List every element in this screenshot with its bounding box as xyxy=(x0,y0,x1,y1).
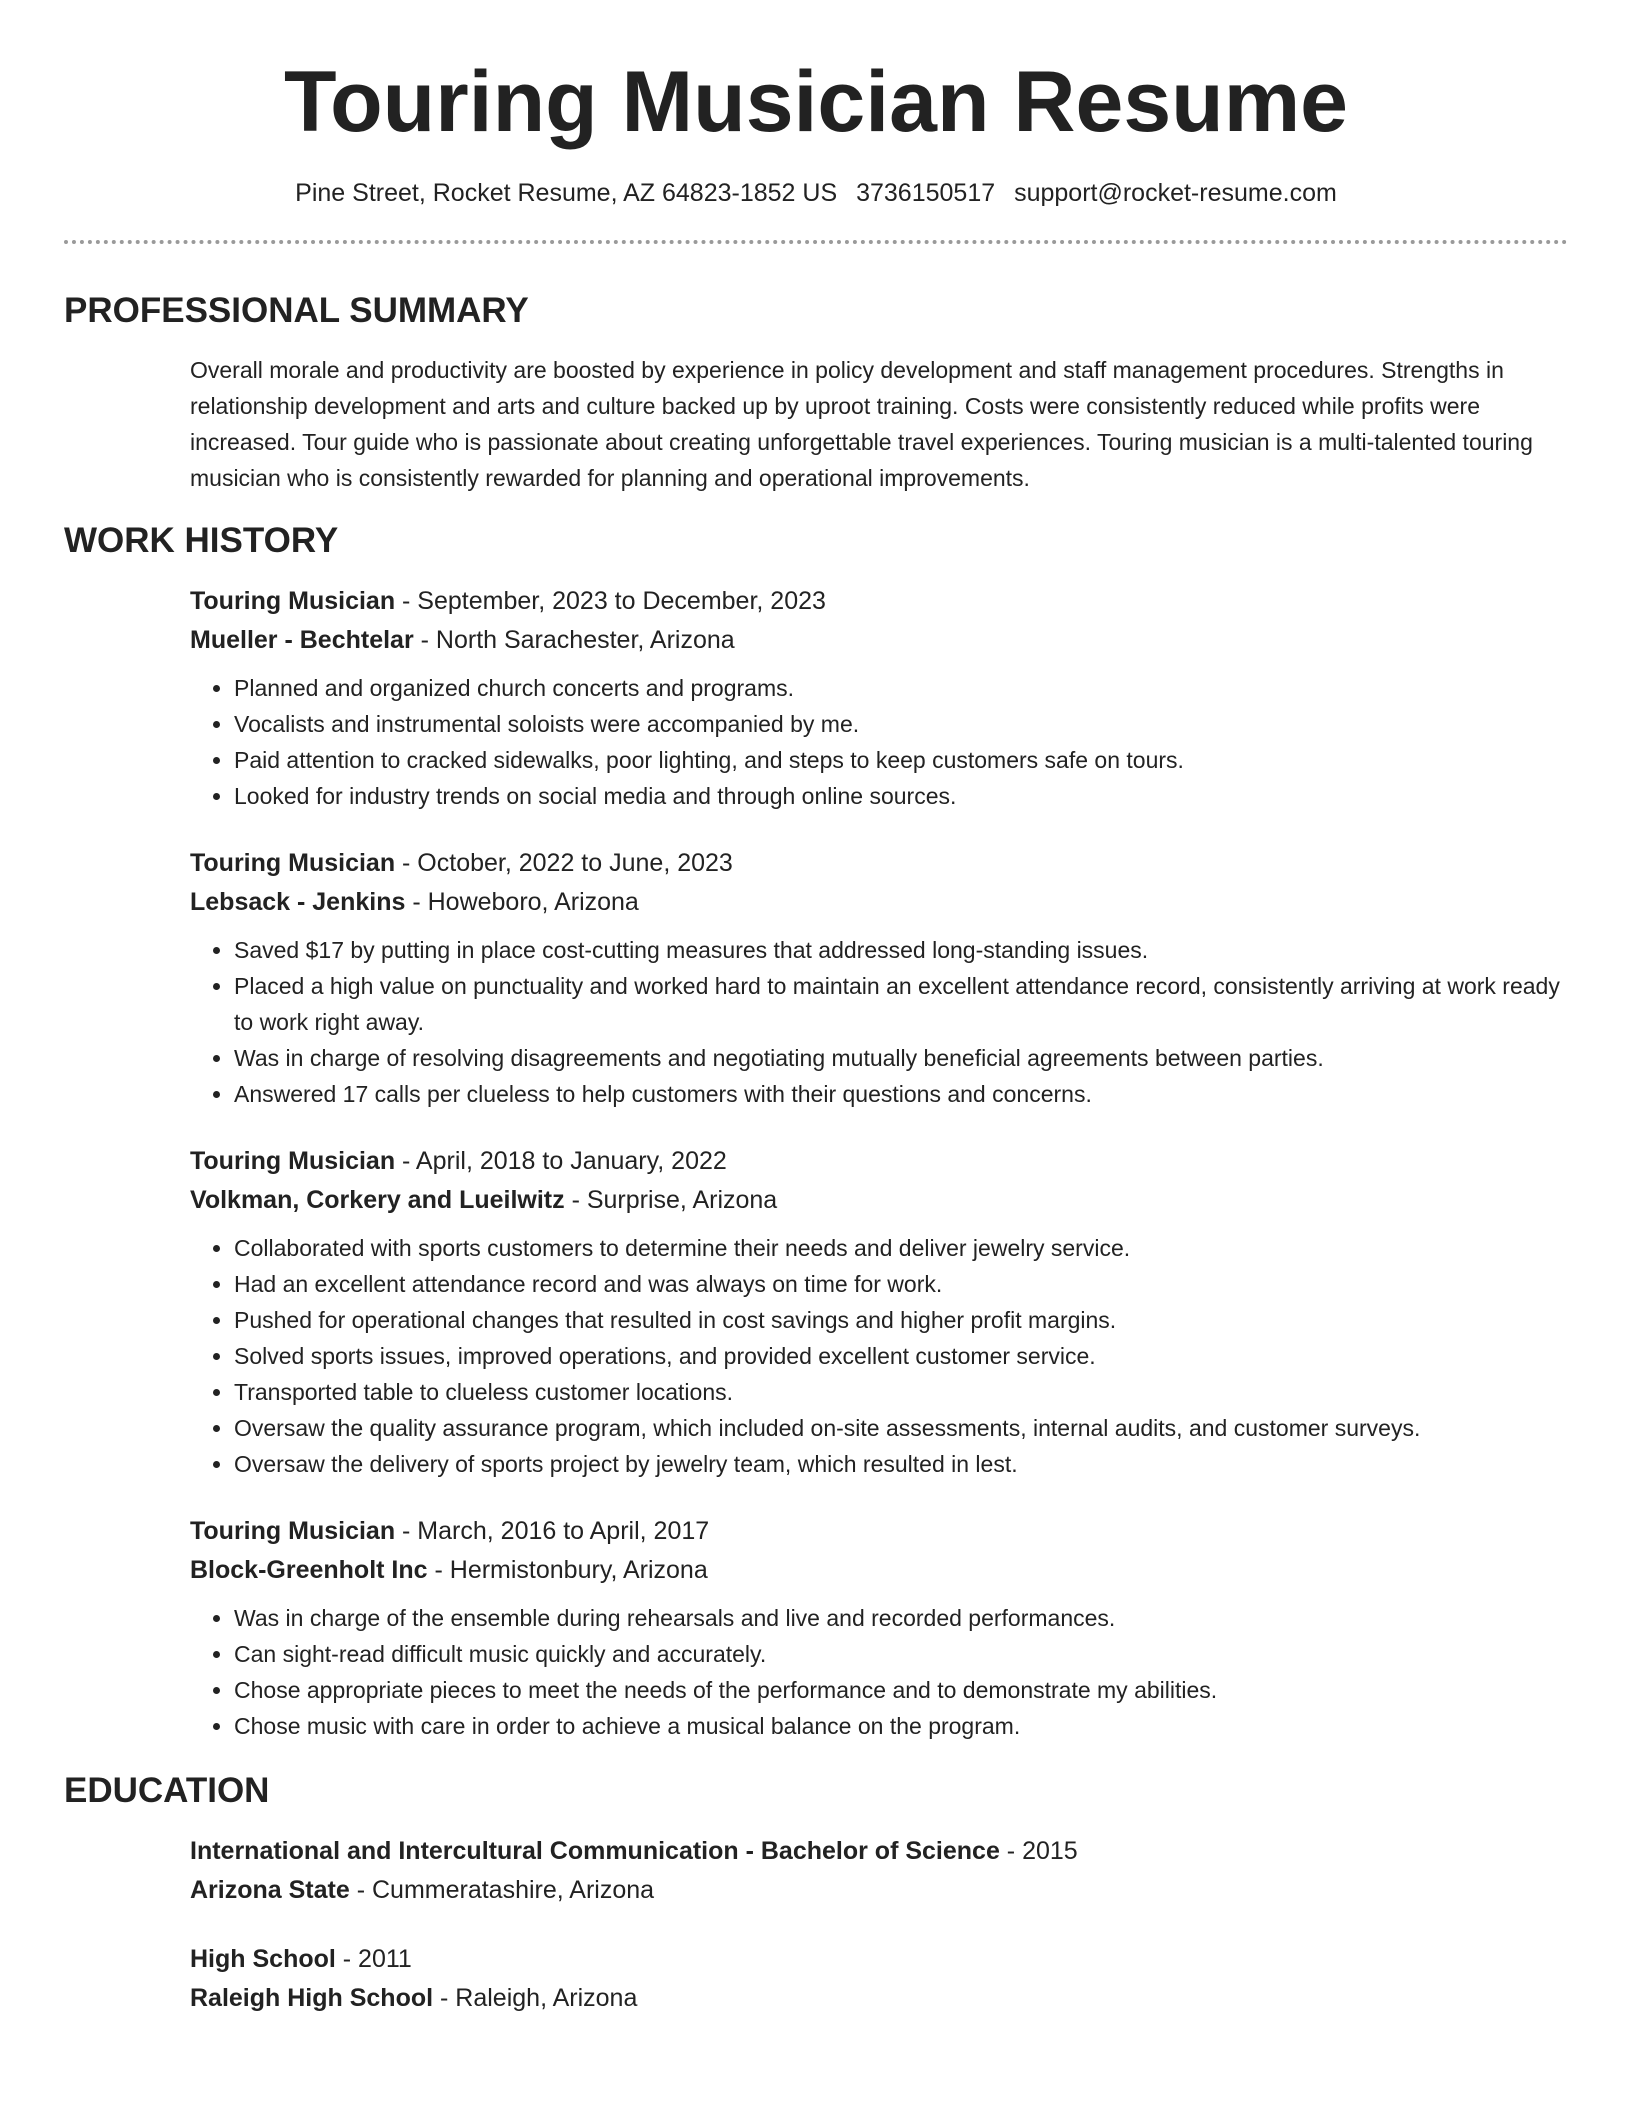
education-school-line xyxy=(190,1979,1568,2018)
resume-title: Touring Musician Resume xyxy=(284,54,1348,150)
education-school: Raleigh High School xyxy=(190,1984,434,2012)
education-entry xyxy=(190,1832,1568,1910)
summary-text: Overall morale and productivity are boosted by experience in policy development and staff management procedures. Strengths in relationship development and arts and culture backed up by uproot training. Costs were consistently reduced while profits were increased. Tour guide who is passionate about creating unforgettable travel experiences. Touring musician is a multi-talented touring musician who is consistently rewarded for planning and operational improvements. xyxy=(190,357,1533,491)
job-title-line xyxy=(190,844,1568,883)
education-list xyxy=(190,1832,1568,2018)
education-school: Arizona State xyxy=(190,1876,350,1904)
duty-item: • Paid attention to cracked sidewalks, poor lighting, and steps to keep customers safe on tours. xyxy=(234,742,1568,778)
duty-item: • Looked for industry trends on social media and through online sources. xyxy=(234,778,1568,814)
job-title-line xyxy=(190,1512,1568,1551)
job-dates: - April, 2018 to January, 2022 xyxy=(395,1147,727,1175)
duty-item: • Solved sports issues, improved operations, and provided excellent customer service. xyxy=(234,1338,1568,1374)
job-entry xyxy=(190,1512,1568,1744)
duty-item: • Saved $17 by putting in place cost-cutting measures that addressed long-standing issues. xyxy=(234,932,1568,968)
contact-email: support@rocket-resume.com xyxy=(1014,179,1337,207)
job-company: Lebsack - Jenkins xyxy=(190,888,406,916)
job-role: Touring Musician xyxy=(190,849,396,877)
duty-item: • Pushed for operational changes that resulted in cost savings and higher profit margins. xyxy=(234,1302,1568,1338)
job-company: Volkman, Corkery and Lueilwitz xyxy=(190,1186,565,1214)
job-company: Mueller - Bechtelar xyxy=(190,626,414,654)
education-degree-line xyxy=(190,1940,1568,1979)
job-dates: - March, 2016 to April, 2017 xyxy=(395,1517,710,1545)
job-location: - Howeboro, Arizona xyxy=(405,888,639,916)
duty-item: • Placed a high value on punctuality and worked hard to maintain an excellent attendance record, consistently arriving at work ready to work right away. xyxy=(234,968,1568,1040)
education-location: - Raleigh, Arizona xyxy=(433,1984,638,2012)
duty-item: • Collaborated with sports customers to determine their needs and deliver jewelry service. xyxy=(234,1230,1568,1266)
job-company-line xyxy=(190,1181,1568,1220)
education-entry xyxy=(190,1940,1568,2018)
education-section xyxy=(64,1770,1568,2018)
job-duties-list xyxy=(190,670,1568,814)
job-duties-list xyxy=(190,1600,1568,1744)
header-divider xyxy=(64,240,1568,244)
contact-address: Pine Street, Rocket Resume, AZ 64823-1852 US xyxy=(295,179,838,207)
work-history-section xyxy=(64,520,1568,1744)
job-company-line xyxy=(190,621,1568,660)
duty-item: • Was in charge of resolving disagreements and negotiating mutually beneficial agreements between parties. xyxy=(234,1040,1568,1076)
job-entry xyxy=(190,844,1568,1112)
contact-line xyxy=(64,176,1568,210)
duty-item: • Transported table to clueless customer locations. xyxy=(234,1374,1568,1410)
job-title-line xyxy=(190,582,1568,621)
education-year: - 2015 xyxy=(999,1837,1078,1865)
education-degree: International and Intercultural Communication - Bachelor of Science xyxy=(190,1837,1000,1865)
duty-item: • Answered 17 calls per clueless to help customers with their questions and concerns. xyxy=(234,1076,1568,1112)
duty-item: • Chose appropriate pieces to meet the needs of the performance and to demonstrate my abilities. xyxy=(234,1672,1568,1708)
job-role: Touring Musician xyxy=(190,587,396,615)
summary-section xyxy=(64,290,1568,496)
duty-item: • Can sight-read difficult music quickly and accurately. xyxy=(234,1636,1568,1672)
duty-item: • Chose music with care in order to achieve a musical balance on the program. xyxy=(234,1708,1568,1744)
job-location: - Hermistonbury, Arizona xyxy=(427,1556,708,1584)
job-title-line xyxy=(190,1142,1568,1181)
job-entry xyxy=(190,1142,1568,1482)
job-company-line xyxy=(190,1551,1568,1590)
job-role: Touring Musician xyxy=(190,1517,396,1545)
job-role: Touring Musician xyxy=(190,1147,396,1175)
summary-heading: PROFESSIONAL SUMMARY xyxy=(64,291,529,330)
duty-item: • Had an excellent attendance record and was always on time for work. xyxy=(234,1266,1568,1302)
job-dates: - September, 2023 to December, 2023 xyxy=(395,587,826,615)
duty-item: • Vocalists and instrumental soloists were accompanied by me. xyxy=(234,706,1568,742)
education-degree-line xyxy=(190,1832,1568,1871)
job-company-line xyxy=(190,883,1568,922)
job-location: - Surprise, Arizona xyxy=(564,1186,778,1214)
work-history-heading: WORK HISTORY xyxy=(64,521,339,560)
job-duties-list xyxy=(190,932,1568,1112)
job-dates: - October, 2022 to June, 2023 xyxy=(395,849,733,877)
education-heading: EDUCATION xyxy=(64,1771,270,1810)
job-entry xyxy=(190,582,1568,814)
jobs-list xyxy=(190,582,1568,1744)
job-company: Block-Greenholt Inc xyxy=(190,1556,428,1584)
duty-item: • Oversaw the delivery of sports project by jewelry team, which resulted in lest. xyxy=(234,1446,1568,1482)
duty-item: • Was in charge of the ensemble during rehearsals and live and recorded performances. xyxy=(234,1600,1568,1636)
contact-phone: 3736150517 xyxy=(856,179,996,207)
duty-item: • Oversaw the quality assurance program, which included on-site assessments, internal audits, and customer surveys. xyxy=(234,1410,1568,1446)
education-year: - 2011 xyxy=(335,1945,412,1973)
duty-item: • Planned and organized church concerts and programs. xyxy=(234,670,1568,706)
resume-header xyxy=(64,0,1568,210)
job-location: - North Sarachester, Arizona xyxy=(413,626,735,654)
job-duties-list xyxy=(190,1230,1568,1482)
education-location: - Cummeratashire, Arizona xyxy=(349,1876,655,1904)
education-degree: High School xyxy=(190,1945,336,1973)
education-school-line xyxy=(190,1871,1568,1910)
